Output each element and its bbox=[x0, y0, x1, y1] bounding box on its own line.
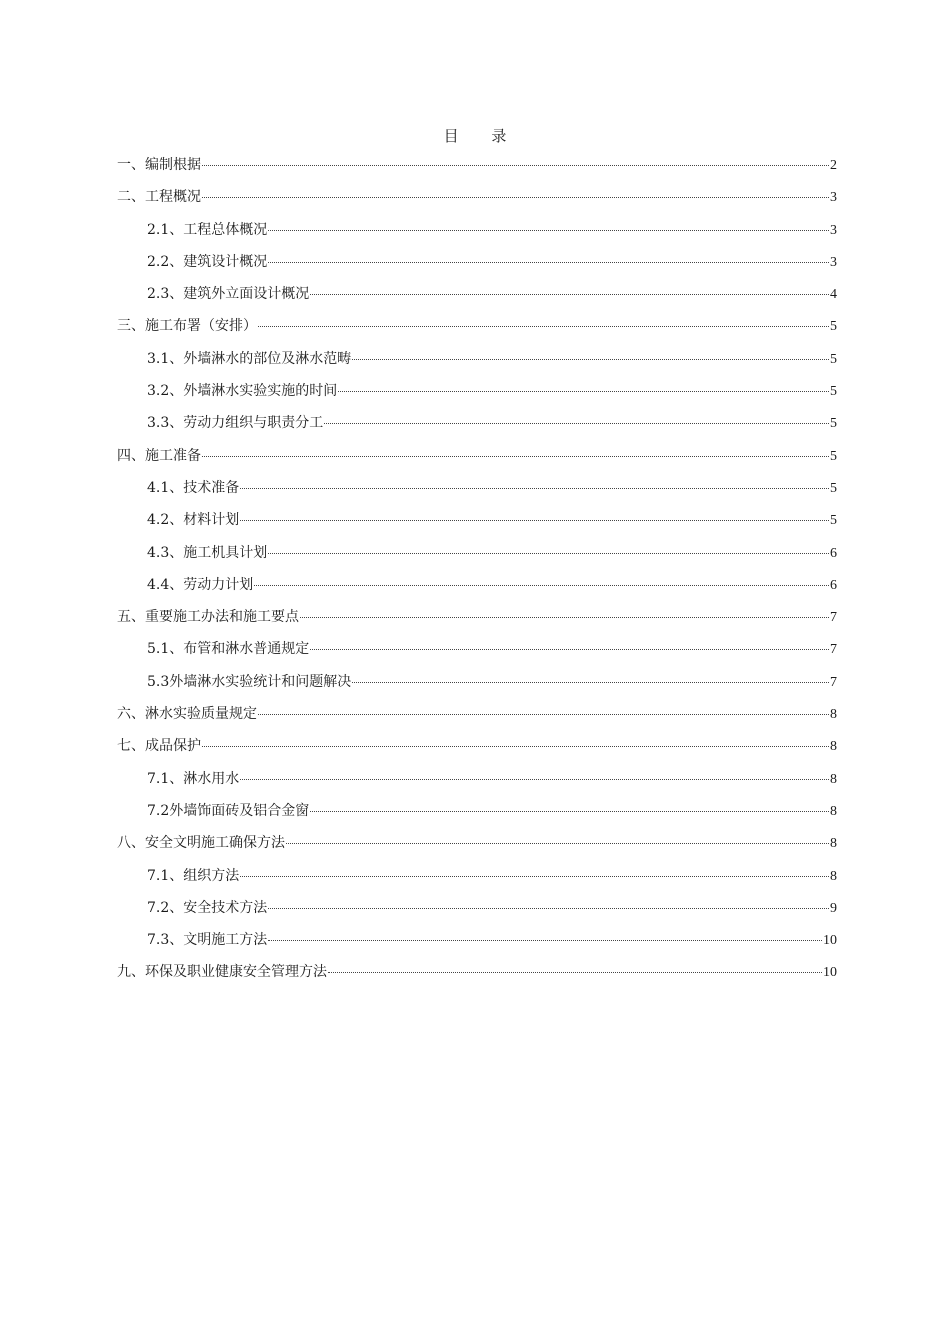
toc-entry-label: 4.2、材料计划 bbox=[147, 512, 240, 529]
toc-dot-leader bbox=[310, 284, 829, 295]
toc-page-number: 8 bbox=[830, 803, 837, 819]
toc-title: 目 录 bbox=[443, 127, 521, 145]
toc-entry-label: 三、施工布署（安排） bbox=[117, 318, 257, 335]
toc-page-number: 10 bbox=[823, 933, 837, 949]
toc-entry-label: 3.1、外墙淋水的部位及淋水范畴 bbox=[147, 350, 352, 367]
toc-page-number: 3 bbox=[830, 254, 837, 270]
toc-page-number: 7 bbox=[830, 674, 837, 690]
toc-entry[interactable] bbox=[117, 542, 837, 574]
toc-page-number: 3 bbox=[830, 222, 837, 238]
toc-page-number: 5 bbox=[830, 448, 837, 464]
toc-dot-leader bbox=[240, 769, 829, 780]
toc-entry-label: 2.2、建筑设计概况 bbox=[147, 253, 268, 270]
toc-entry[interactable] bbox=[117, 445, 837, 477]
toc-page-number: 5 bbox=[830, 384, 837, 400]
toc-list bbox=[117, 154, 837, 994]
toc-entry-label: 二、工程概况 bbox=[117, 189, 201, 206]
toc-entry-label: 7.1、组织方法 bbox=[147, 867, 240, 884]
toc-entry-label: 2.1、工程总体概况 bbox=[147, 221, 268, 238]
toc-entry[interactable] bbox=[117, 154, 837, 186]
toc-entry[interactable] bbox=[117, 768, 837, 800]
toc-dot-leader bbox=[240, 510, 829, 521]
toc-page-number: 9 bbox=[830, 900, 837, 916]
toc-entry-label: 5.3外墙淋水实验统计和问题解决 bbox=[147, 673, 352, 690]
toc-entry-label: 4.3、施工机具计划 bbox=[147, 544, 268, 561]
toc-entry[interactable] bbox=[117, 186, 837, 218]
toc-page-number: 8 bbox=[830, 836, 837, 852]
toc-dot-leader bbox=[258, 316, 829, 327]
toc-entry-label: 3.3、劳动力组织与职责分工 bbox=[147, 415, 324, 432]
toc-page-number: 5 bbox=[830, 319, 837, 335]
toc-entry[interactable] bbox=[117, 606, 837, 638]
toc-dot-leader bbox=[328, 962, 822, 973]
toc-entry-label: 一、编制根据 bbox=[117, 157, 201, 173]
toc-entry[interactable] bbox=[117, 477, 837, 509]
toc-entry[interactable] bbox=[117, 251, 837, 283]
toc-page-number: 8 bbox=[830, 707, 837, 723]
toc-entry[interactable] bbox=[117, 315, 837, 347]
toc-entry-label: 六、淋水实验质量规定 bbox=[117, 706, 257, 723]
toc-page-number: 7 bbox=[830, 642, 837, 658]
toc-entry-label: 五、重要施工办法和施工要点 bbox=[117, 609, 299, 626]
toc-entry[interactable] bbox=[117, 380, 837, 412]
toc-page-number: 8 bbox=[830, 868, 837, 884]
toc-dot-leader bbox=[338, 381, 829, 392]
toc-page-number: 6 bbox=[830, 577, 837, 593]
toc-page-number: 6 bbox=[830, 545, 837, 561]
toc-dot-leader bbox=[202, 187, 829, 198]
toc-entry-label: 九、环保及职业健康安全管理方法 bbox=[117, 964, 327, 981]
toc-entry-label: 四、施工准备 bbox=[117, 447, 201, 464]
toc-entry[interactable] bbox=[117, 219, 837, 251]
toc-dot-leader bbox=[324, 413, 829, 424]
toc-entry[interactable] bbox=[117, 703, 837, 735]
toc-entry-label: 4.4、劳动力计划 bbox=[147, 576, 254, 593]
toc-dot-leader bbox=[300, 607, 829, 618]
toc-entry-label: 7.1、淋水用水 bbox=[147, 770, 240, 787]
toc-dot-leader bbox=[352, 672, 829, 683]
toc-entry[interactable] bbox=[117, 671, 837, 703]
toc-entry[interactable] bbox=[117, 574, 837, 606]
toc-dot-leader bbox=[202, 736, 829, 747]
toc-entry-label: 3.2、外墙淋水实验实施的时间 bbox=[147, 383, 338, 400]
toc-entry-label: 2.3、建筑外立面设计概况 bbox=[147, 286, 310, 303]
toc-entry[interactable] bbox=[117, 897, 837, 929]
toc-dot-leader bbox=[240, 478, 829, 489]
toc-entry-label: 4.1、技术准备 bbox=[147, 479, 240, 496]
toc-entry[interactable] bbox=[117, 800, 837, 832]
toc-entry-label: 7.3、文明施工方法 bbox=[147, 932, 268, 949]
toc-dot-leader bbox=[202, 155, 829, 166]
toc-entry-label: 八、安全文明施工确保方法 bbox=[117, 835, 285, 852]
toc-entry[interactable] bbox=[117, 832, 837, 864]
toc-page-number: 8 bbox=[830, 739, 837, 755]
toc-page-number: 5 bbox=[830, 513, 837, 529]
toc-page-number: 5 bbox=[830, 416, 837, 432]
toc-dot-leader bbox=[268, 543, 829, 554]
toc-page-number: 5 bbox=[830, 480, 837, 496]
toc-entry-label: 7.2外墙饰面砖及铝合金窗 bbox=[147, 802, 310, 819]
toc-page-number: 2 bbox=[830, 158, 837, 173]
toc-entry[interactable] bbox=[117, 961, 837, 993]
toc-entry[interactable] bbox=[117, 509, 837, 541]
toc-entry-label: 5.1、布管和淋水普通规定 bbox=[147, 641, 310, 658]
toc-dot-leader bbox=[268, 252, 829, 263]
toc-entry[interactable] bbox=[117, 865, 837, 897]
toc-dot-leader bbox=[310, 639, 829, 650]
toc-entry[interactable] bbox=[117, 283, 837, 315]
toc-entry[interactable] bbox=[117, 348, 837, 380]
toc-page-number: 10 bbox=[823, 965, 837, 981]
toc-page-number: 7 bbox=[830, 610, 837, 626]
toc-dot-leader bbox=[310, 801, 829, 812]
toc-page-number: 3 bbox=[830, 190, 837, 206]
toc-dot-leader bbox=[268, 220, 829, 231]
toc-dot-leader bbox=[286, 833, 829, 844]
toc-dot-leader bbox=[268, 930, 822, 941]
toc-page-number: 4 bbox=[830, 287, 837, 303]
toc-page-number: 5 bbox=[830, 351, 837, 367]
toc-entry[interactable] bbox=[117, 638, 837, 670]
toc-entry[interactable] bbox=[117, 412, 837, 444]
toc-entry[interactable] bbox=[117, 735, 837, 767]
toc-entry-label: 7.2、安全技术方法 bbox=[147, 899, 268, 916]
toc-dot-leader bbox=[254, 575, 829, 586]
toc-dot-leader bbox=[240, 866, 829, 877]
toc-dot-leader bbox=[202, 446, 829, 457]
toc-entry-label: 七、成品保护 bbox=[117, 738, 201, 755]
toc-page-number: 8 bbox=[830, 771, 837, 787]
toc-dot-leader bbox=[268, 898, 829, 909]
toc-dot-leader bbox=[258, 704, 829, 715]
toc-entry[interactable] bbox=[117, 929, 837, 961]
toc-dot-leader bbox=[352, 349, 829, 360]
